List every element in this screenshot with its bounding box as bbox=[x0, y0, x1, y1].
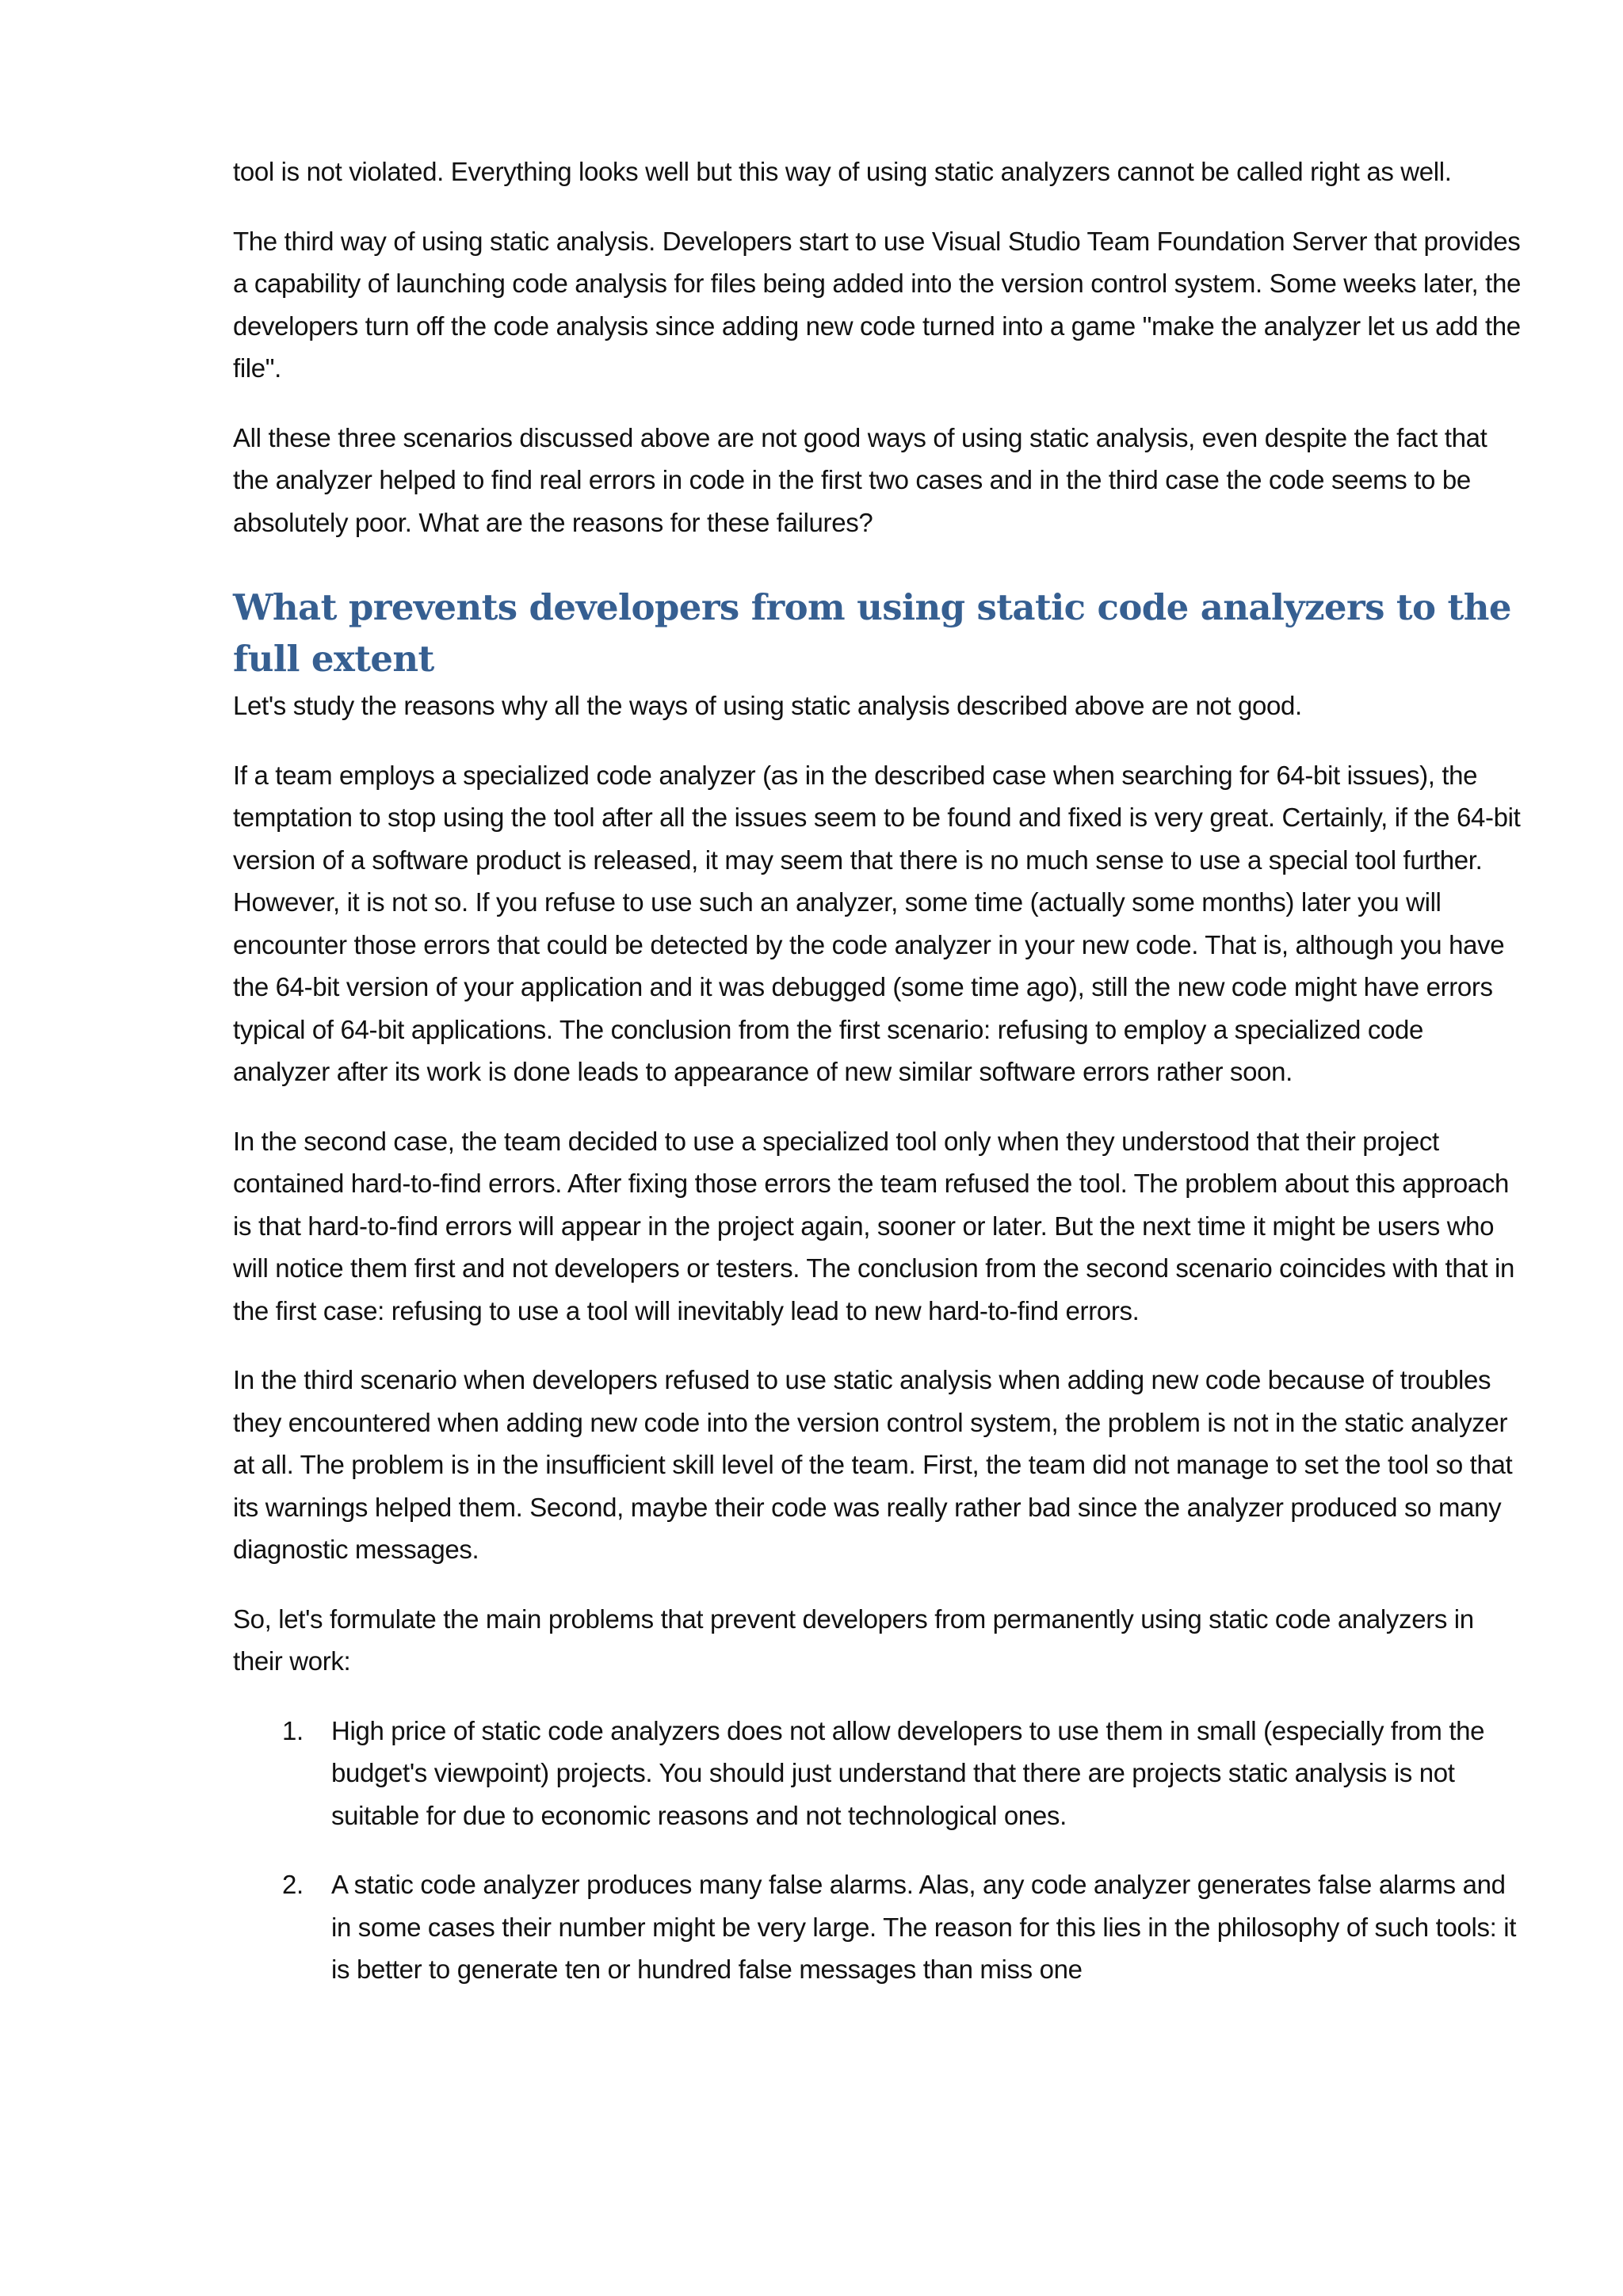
paragraph: Let's study the reasons why all the ways of using static analysis described above are not good. bbox=[233, 691, 1302, 720]
paragraph: tool is not violated. Everything looks well but this way of using static analyzers cannot be called right as well. bbox=[233, 157, 1452, 186]
paragraph: So, let's formulate the main problems that prevent developers from permanently using static code analyzers in their work: bbox=[233, 1604, 1474, 1676]
list-item-text: High price of static code analyzers does not allow developers to use them in small (especially from the budget's viewpoint) projects. You should just understand that there are projects static analysis is not suitable for due to economic reasons and not technological ones. bbox=[331, 1715, 1485, 1830]
document-body bbox=[233, 151, 1522, 2018]
paragraph: If a team employs a specialized code analyzer (as in the described case when searching for 64-bit issues), the temptation to stop using the tool after all the issues seem to be found and fixed is very great. Certainly, if the 64-bit version of a software product is released, it may seem that there is no much sense to use a special tool further. However, it is not so. If you refuse to use such an analyzer, some time (actually some months) later you will encounter those errors that could be detected by the code analyzer in your new code. That is, although you have the 64-bit version of your application and it was debugged (some time ago), still the new code might have errors typical of 64-bit applications. The conclusion from the first scenario: refusing to employ a specialized code analyzer after its work is done leads to appearance of new similar software errors rather soon. bbox=[233, 760, 1521, 1086]
list-item-number: 2. bbox=[282, 1870, 304, 1899]
paragraph: The third way of using static analysis. Developers start to use Visual Studio Team Foundation Server that provides a capability of launching code analysis for files being added into the version control system. Some weeks later, the developers turn off the code analysis since adding new code turned into a game "make the analyzer let us add the file". bbox=[233, 226, 1521, 383]
section-heading: What prevents developers from using static code analyzers to the full extent bbox=[233, 586, 1511, 680]
paragraph: In the third scenario when developers refused to use static analysis when adding new code because of troubles they encountered when adding new code into the version control system, the problem is not in the static analyzer at all. The problem is in the insufficient skill level of the team. First, the team did not manage to set the tool so that its warnings helped them. Second, maybe their code was really rather bad since the analyzer produced so many diagnostic messages. bbox=[233, 1365, 1513, 1564]
list-item bbox=[233, 1863, 1522, 1991]
numbered-list bbox=[233, 1710, 1522, 1991]
list-item-number: 1. bbox=[282, 1715, 304, 1745]
list-item bbox=[233, 1710, 1522, 1837]
paragraph: All these three scenarios discussed above are not good ways of using static analysis, even despite the fact that the analyzer helped to find real errors in code in the first two cases and in the third case the code seems to be absolutely poor. What are the reasons for these failures? bbox=[233, 422, 1487, 537]
paragraph: In the second case, the team decided to use a specialized tool only when they understood that their project contained hard-to-find errors. After fixing those errors the team refused the tool. The problem about this approach is that hard-to-find errors will appear in the project again, sooner or later. But the next time it might be users who will notice them first and not developers or testers. The conclusion from the second scenario coincides with that in the first case: refusing to use a tool will inevitably lead to new hard-to-find errors. bbox=[233, 1126, 1514, 1325]
list-item-text: A static code analyzer produces many false alarms. Alas, any code analyzer generates false alarms and in some cases their number might be very large. The reason for this lies in the philosophy of such tools: it is better to generate ten or hundred false messages than miss one bbox=[331, 1870, 1517, 1984]
